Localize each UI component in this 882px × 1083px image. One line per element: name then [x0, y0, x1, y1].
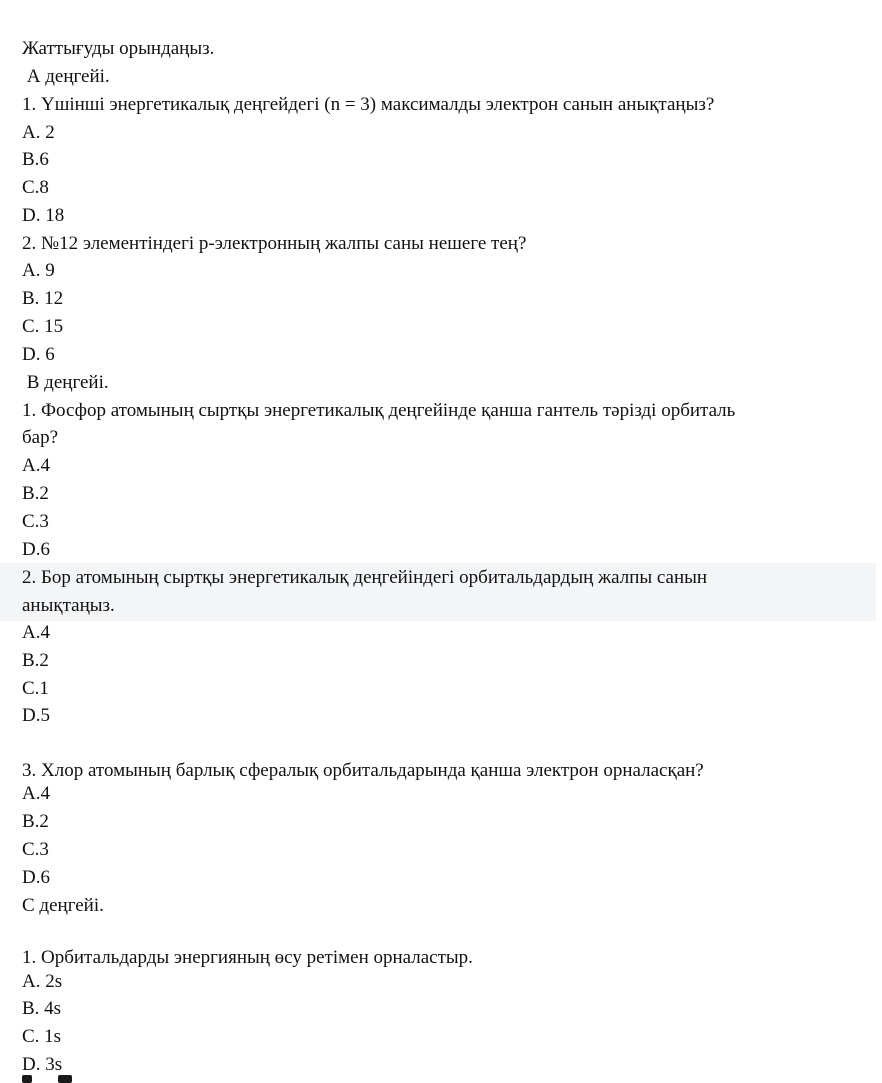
level-b-question-2: 2. Бор атомының сыртқы энергетикалық деңгейіндегі орбитальдардың жалпы санын	[22, 567, 708, 588]
option-c: С.8	[22, 177, 49, 198]
level-a-question-1: 1. Үшінші энергетикалық деңгейдегі (n = 3) максималды электрон санын анықтаңыз?	[22, 94, 715, 115]
option-c: С.3	[22, 511, 49, 532]
option-a: А.4	[22, 622, 50, 643]
option-d: D. 18	[22, 205, 65, 226]
option-c: С. 15	[22, 316, 64, 337]
exercise-title: Жаттығуды орындаңыз.	[22, 38, 215, 59]
option-c: С.3	[22, 839, 49, 860]
option-c: С. 1s	[22, 1026, 62, 1047]
option-b: В.2	[22, 483, 49, 504]
option-a: А. 9	[22, 260, 55, 281]
level-b-question-3: 3. Хлор атомының барлық сфералық орбитальдарында қанша электрон орналасқан?	[22, 760, 704, 781]
option-d: D. 3s	[22, 1054, 63, 1075]
option-a: А. 2s	[22, 971, 63, 992]
level-b-question-2-continued: анықтаңыз.	[22, 595, 115, 616]
level-c-heading: С деңгейі.	[22, 895, 104, 916]
level-b-question-1: 1. Фосфор атомының сыртқы энергетикалық деңгейінде қанша гантель тәрізді орбиталь	[22, 400, 736, 421]
option-b: В.2	[22, 811, 49, 832]
option-a: А. 2	[22, 122, 55, 143]
level-b-question-1-continued: бар?	[22, 427, 59, 448]
option-a: А.4	[22, 455, 50, 476]
cropped-text-fragment	[22, 1075, 32, 1083]
option-b: В. 12	[22, 288, 64, 309]
option-d: D.6	[22, 867, 50, 888]
option-b: В. 4s	[22, 998, 62, 1019]
cropped-text-fragment	[58, 1075, 72, 1083]
option-a: А.4	[22, 783, 50, 804]
option-b: В.6	[22, 149, 49, 170]
level-c-question-1: 1. Орбитальдарды энергияның өсу ретімен орналастыр.	[22, 947, 473, 968]
level-a-question-2: 2. №12 элементіндегі р-электронның жалпы саны нешеге тең?	[22, 233, 527, 254]
option-d: D. 6	[22, 344, 55, 365]
level-a-heading: А деңгейі.	[22, 66, 110, 87]
level-b-heading: В деңгейі.	[22, 372, 109, 393]
option-b: В.2	[22, 650, 49, 671]
option-c: С.1	[22, 678, 49, 699]
option-d: D.5	[22, 705, 50, 726]
option-d: D.6	[22, 539, 50, 560]
